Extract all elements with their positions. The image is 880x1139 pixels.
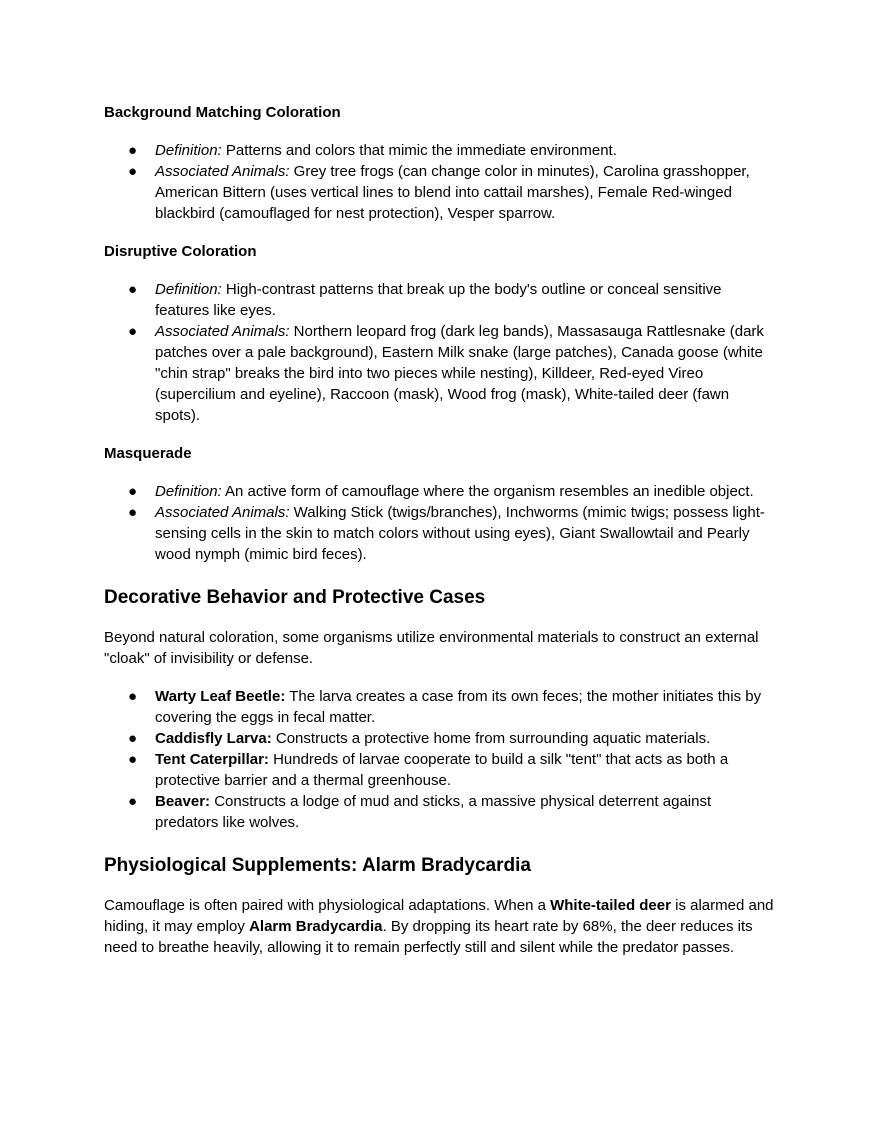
decorative-intro: Beyond natural coloration, some organisms utilize environmental materials to construct an external "cloak" of invisibility or defense. xyxy=(104,629,759,667)
list-item: ● Tent Caterpillar: Hundreds of larvae cooperate to build a silk "tent" that acts as both a protective barrier and a thermal greenhouse. xyxy=(128,751,729,789)
section-heading: Masquerade xyxy=(104,445,192,462)
list-item: ● Caddisfly Larva: Constructs a protective home from surrounding aquatic materials. xyxy=(128,730,711,747)
decorative-heading: Decorative Behavior and Protective Cases xyxy=(104,587,486,608)
bullet-icon: ● xyxy=(128,142,138,159)
section-heading: Background Matching Coloration xyxy=(104,104,341,121)
bullet-list xyxy=(104,279,776,426)
bullet-list xyxy=(104,140,776,224)
bullet-icon: ● xyxy=(128,323,138,340)
section-heading: Disruptive Coloration xyxy=(104,243,257,260)
list-item: ● Definition: High-contrast patterns that break up the body's outline or conceal sensitive features like eyes. xyxy=(128,281,722,319)
list-item: ● Associated Animals: Grey tree frogs (can change color in minutes), Carolina grasshopper, American Bittern (uses vertical lines to blend into cattail marshes), Female Red-winged blackbird (camouflaged for nest protection), Vesper sparrow. xyxy=(128,163,750,222)
list-item: ● Definition: Patterns and colors that mimic the immediate environment. xyxy=(128,142,617,159)
bullet-icon: ● xyxy=(128,793,138,810)
list-item: ● Beaver: Constructs a lodge of mud and sticks, a massive physical deterrent against predators like wolves. xyxy=(128,793,712,831)
bullet-icon: ● xyxy=(128,163,138,180)
bullet-icon: ● xyxy=(128,281,138,298)
bullet-icon: ● xyxy=(128,504,138,521)
bullet-icon: ● xyxy=(128,730,138,747)
list-item: ● Warty Leaf Beetle: The larva creates a case from its own feces; the mother initiates this by covering the eggs in fecal matter. xyxy=(128,688,762,726)
list-item: ● Associated Animals: Northern leopard frog (dark leg bands), Massasauga Rattlesnake (dark patches over a pale background), Eastern Milk snake (large patches), Canada goose (white "chin strap" breaks the bird into two pieces while nesting), Killdeer, Red-eyed Vireo (supercilium and eyeline), Raccoon (mask), Wood frog (mask), White-tailed deer (fawn spots). xyxy=(128,323,764,424)
bullet-icon: ● xyxy=(128,483,138,500)
physiological-heading: Physiological Supplements: Alarm Bradycardia xyxy=(104,855,531,876)
physiological-paragraph: Camouflage is often paired with physiological adaptations. When a White-tailed deer is alarmed and hiding, it may employ Alarm Bradycardia. By dropping its heart rate by 68%, the deer reduces its need to breathe heavily, allowing it to remain perfectly still and silent while the predator passes. xyxy=(104,897,774,956)
bullet-icon: ● xyxy=(128,688,138,705)
bullet-list xyxy=(104,481,776,565)
document-body xyxy=(104,102,776,975)
bullet-list xyxy=(104,686,776,833)
bullet-icon: ● xyxy=(128,751,138,768)
list-item: ● Definition: An active form of camouflage where the organism resembles an inedible object. xyxy=(128,483,754,500)
list-item: ● Associated Animals: Walking Stick (twigs/branches), Inchworms (mimic twigs; possess light-sensing cells in the skin to match colors without using eyes), Giant Swallowtail and Pearly wood nymph (mimic bird feces). xyxy=(128,504,765,563)
